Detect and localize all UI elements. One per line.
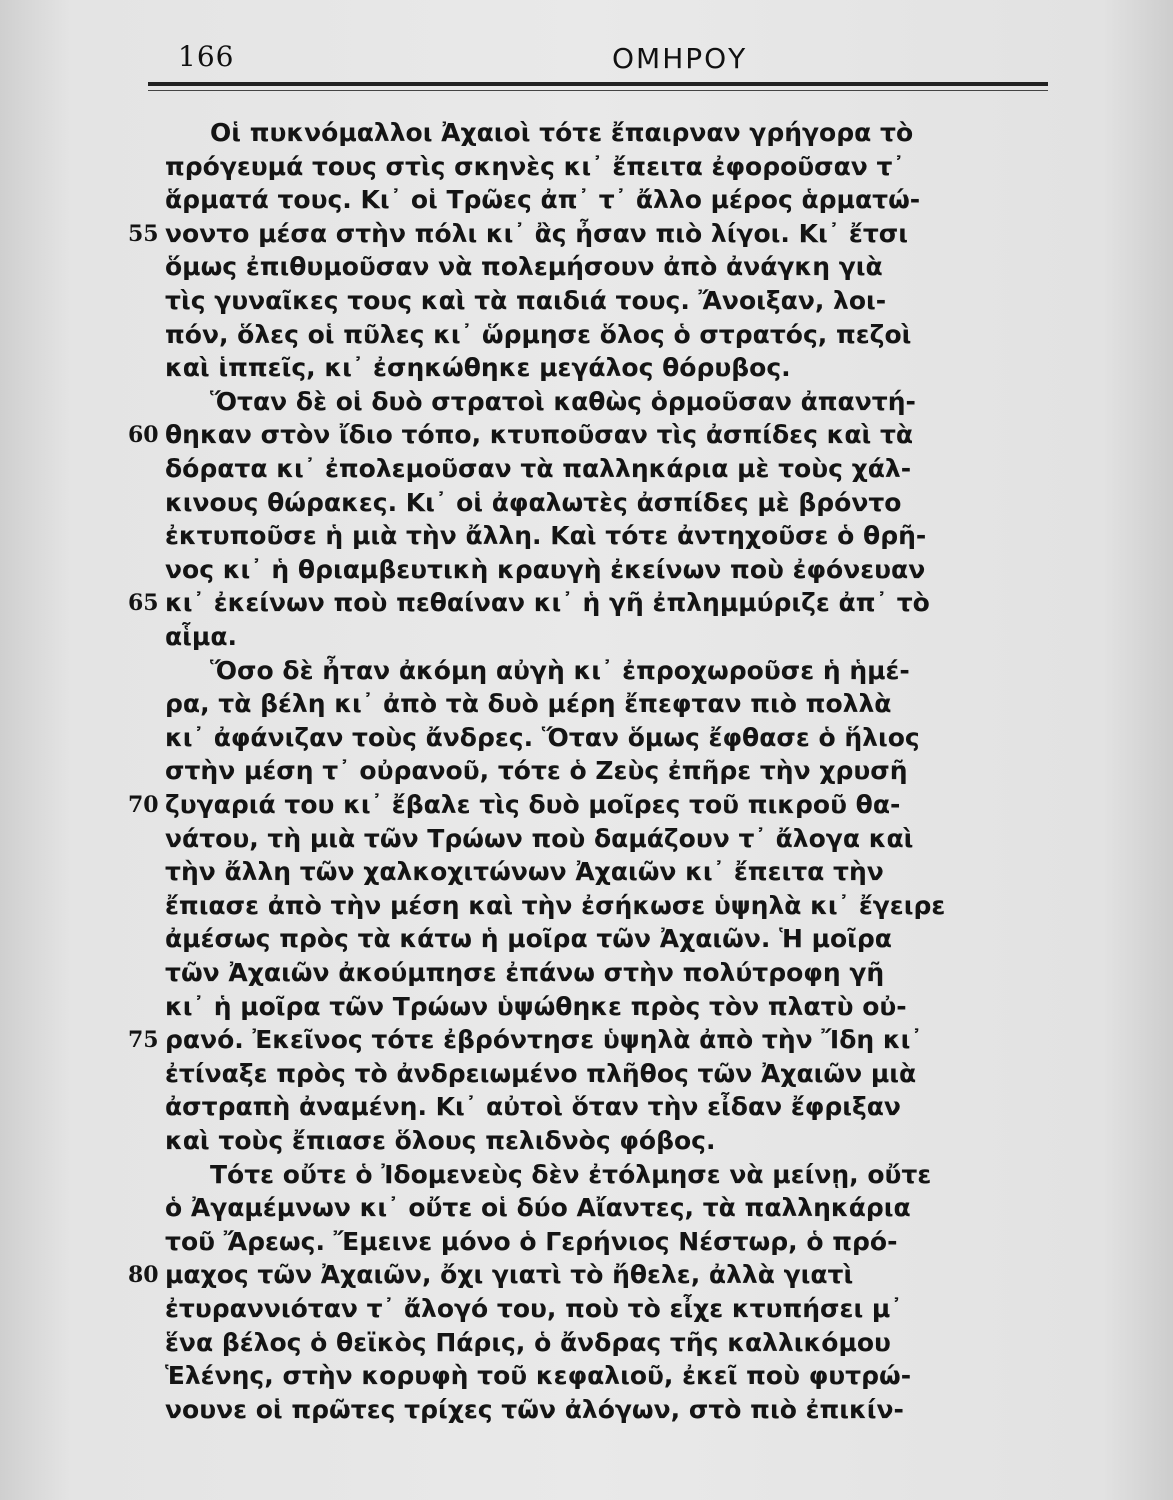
line-text: ἀστραπὴ ἀναμένη. Κι᾿ αὐτοὶ ὅταν τὴν εἶδαν ἔφριξαν	[165, 1092, 901, 1122]
text-line	[150, 891, 1050, 921]
line-text: ρανό. Ἐκεῖνος τότε ἐβρόντησε ὑψηλὰ ἀπὸ τὴν Ἴδη κι᾿	[165, 1025, 923, 1055]
line-number: 70	[128, 792, 159, 818]
line-text: Οἱ πυκνόμαλλοι Ἀχαιοὶ τότε ἔπαιρναν γρήγορα τὸ	[210, 118, 914, 147]
text-line	[150, 118, 1050, 148]
line-text: ἅρματά τους. Κι᾿ οἱ Τρῶες ἀπ᾿ τ᾿ ἄλλο μέρος ἁρματώ-	[165, 185, 921, 215]
text-line	[150, 1193, 1050, 1223]
line-text: ὁ Ἀγαμέμνων κι᾿ οὔτε οἱ δύο Αἴαντες, τὰ παλληκάρια	[165, 1193, 911, 1223]
line-text: μαχος τῶν Ἀχαιῶν, ὄχι γιατὶ τὸ ἤθελε, ἀλλὰ γιατὶ	[165, 1260, 854, 1290]
header-rule-thin	[148, 90, 1048, 91]
text-line	[150, 958, 1050, 988]
text-line	[150, 1227, 1050, 1257]
text-line	[150, 185, 1050, 215]
line-text: τὴν ἄλλη τῶν χαλκοχιτώνων Ἀχαιῶν κι᾿ ἔπειτα τὴν	[165, 857, 884, 887]
text-line	[150, 1361, 1050, 1391]
text-line	[150, 1328, 1050, 1358]
line-number: 60	[128, 422, 159, 449]
text-line	[128, 588, 1050, 618]
line-text: θηκαν στὸν ἴδιο τόπο, κτυποῦσαν τὶς ἀσπίδες καὶ τὰ	[165, 420, 914, 450]
line-text: κι᾿ ἀφάνιζαν τοὺς ἄνδρες. Ὅταν ὅμως ἔφθασε ὁ ἥλιος	[165, 722, 920, 752]
line-text: ἐκτυποῦσε ἡ μιὰ τὴν ἄλλη. Καὶ τότε ἀντηχοῦσε ὁ θρῆ-	[165, 521, 927, 551]
text-line	[128, 1025, 1050, 1055]
line-text: στὴν μέση τ᾿ οὐρανοῦ, τότε ὁ Ζεὺς ἐπῆρε τὴν χρυσῆ	[165, 756, 908, 786]
text-line	[150, 1092, 1050, 1122]
line-text: κινους θώρακες. Κι᾿ οἱ ἀφαλωτὲς ἀσπίδες μὲ βρόντο	[165, 487, 902, 517]
text-line	[150, 857, 1050, 887]
line-text: ἐτίναξε πρὸς τὸ ἀνδρειωμένο πλῆθος τῶν Ἀχαιῶν μιὰ	[165, 1058, 917, 1088]
text-line	[150, 320, 1050, 350]
line-text: πρόγευμά τους στὶς σκηνὲς κι᾿ ἔπειτα ἐφοροῦσαν τ᾿	[165, 151, 905, 181]
page-number: 166	[178, 40, 235, 73]
line-number: 55	[128, 220, 159, 247]
line-number: 75	[128, 1027, 159, 1054]
text-line	[128, 790, 1050, 820]
line-text: νοντο μέσα στὴν πόλι κι᾿ ἂς ἦσαν πιὸ λίγοι. Κι᾿ ἔτσι	[165, 218, 908, 248]
text-line	[150, 924, 1050, 954]
text-line	[150, 387, 1050, 417]
text-line	[150, 1294, 1050, 1324]
text-line	[150, 286, 1050, 316]
line-text: νος κι᾿ ἡ θριαμβευτικὴ κραυγὴ ἐκείνων ποὺ ἐφόνευαν	[165, 554, 926, 584]
text-line	[150, 152, 1050, 182]
text-line	[150, 1059, 1050, 1089]
line-text: τῶν Ἀχαιῶν ἀκούμπησε ἐπάνω στὴν πολύτροφη γῆ	[165, 958, 885, 987]
line-text: ἀμέσως πρὸς τὰ κάτω ἡ μοῖρα τῶν Ἀχαιῶν. Ἡ μοῖρα	[165, 924, 892, 954]
line-text: τὶς γυναῖκες τους καὶ τὰ παιδιά τους. Ἄνοιξαν, λοι-	[165, 286, 887, 315]
text-line	[150, 723, 1050, 753]
line-text: ζυγαριά του κι᾿ ἔβαλε τὶς δυὸ μοῖρες τοῦ πικροῦ θα-	[165, 790, 901, 819]
text-line	[150, 756, 1050, 786]
line-text: καὶ ἱππεῖς, κι᾿ ἐσηκώθηκε μεγάλος θόρυβος.	[165, 353, 791, 383]
line-text: καὶ τοὺς ἔπιασε ὅλους πελιδνὸς φόβος.	[165, 1126, 716, 1155]
text-line	[150, 1126, 1050, 1156]
body-text	[128, 118, 1050, 1498]
line-text: ρα, τὰ βέλη κι᾿ ἀπὸ τὰ δυὸ μέρη ἔπεφταν πιὸ πολλὰ	[165, 689, 892, 719]
text-line	[150, 1160, 1050, 1190]
line-text: αἷμα.	[165, 622, 237, 651]
text-line	[150, 252, 1050, 282]
line-text: κι᾿ ἡ μοῖρα τῶν Τρώων ὑψώθηκε πρὸς τὸν πλατὺ οὐ-	[165, 991, 907, 1021]
line-text: ἔπιασε ἀπὸ τὴν μέση καὶ τὴν ἐσήκωσε ὑψηλὰ κι᾿ ἔγειρε	[165, 890, 946, 920]
line-text: κι᾿ ἐκείνων ποὺ πεθαίναν κι᾿ ἡ γῆ ἐπλημμύριζε ἀπ᾿ τὸ	[165, 588, 930, 618]
text-line	[150, 1395, 1050, 1425]
text-line	[150, 622, 1050, 652]
line-text: Ὅταν δὲ οἱ δυὸ στρατοὶ καθὼς ὁρμοῦσαν ἀπαντή-	[210, 386, 916, 416]
text-line	[150, 656, 1050, 686]
text-line	[128, 1260, 1050, 1290]
text-line	[150, 992, 1050, 1022]
text-line	[128, 420, 1050, 450]
line-text: Ὅσο δὲ ἦταν ἀκόμη αὐγὴ κι᾿ ἐπροχωροῦσε ἡ ἡμέ-	[210, 655, 910, 685]
text-line	[150, 488, 1050, 518]
line-text: νάτου, τὴ μιὰ τῶν Τρώων ποὺ δαμάζουν τ᾿ ἄλογα καὶ	[165, 823, 914, 853]
text-line	[150, 521, 1050, 551]
text-line	[150, 353, 1050, 383]
line-text: Ἑλένης, στὴν κορυφὴ τοῦ κεφαλιοῦ, ἐκεῖ ποὺ φυτρώ-	[165, 1361, 912, 1391]
line-text: Τότε οὔτε ὁ Ἰδομενεὺς δὲν ἐτόλμησε νὰ μείνῃ, οὔτε	[210, 1159, 932, 1189]
text-line	[150, 555, 1050, 585]
text-line	[150, 689, 1050, 719]
line-number: 80	[128, 1262, 159, 1289]
line-text: ἕνα βέλος ὁ θεϊκὸς Πάρις, ὁ ἄνδρας τῆς καλλικόμου	[165, 1327, 891, 1357]
line-text: δόρατα κι᾿ ἐπολεμοῦσαν τὰ παλληκάρια μὲ τοὺς χάλ-	[165, 454, 912, 483]
text-line	[150, 454, 1050, 484]
line-text: νουνε οἱ πρῶτες τρίχες τῶν ἀλόγων, στὸ πιὸ ἐπικίν-	[165, 1394, 904, 1424]
text-line	[150, 824, 1050, 854]
line-text: πόν, ὅλες οἱ πῦλες κι᾿ ὥρμησε ὅλος ὁ στρατός, πεζοὶ	[165, 319, 912, 349]
line-number: 65	[128, 590, 159, 617]
line-text: ἐτυραννιόταν τ᾿ ἄλογό του, ποὺ τὸ εἶχε κτυπήσει μ᾿	[165, 1294, 903, 1323]
page-header	[0, 0, 1173, 110]
running-title: ΟΜΗΡΟΥ	[612, 42, 748, 75]
text-line	[128, 218, 1050, 249]
line-text: τοῦ Ἄρεως. Ἔμεινε μόνο ὁ Γερήνιος Νέστωρ, ὁ πρό-	[165, 1226, 898, 1256]
header-rule	[148, 82, 1048, 86]
line-text: ὅμως ἐπιθυμοῦσαν νὰ πολεμήσουν ἀπὸ ἀνάγκη γιὰ	[165, 252, 883, 282]
